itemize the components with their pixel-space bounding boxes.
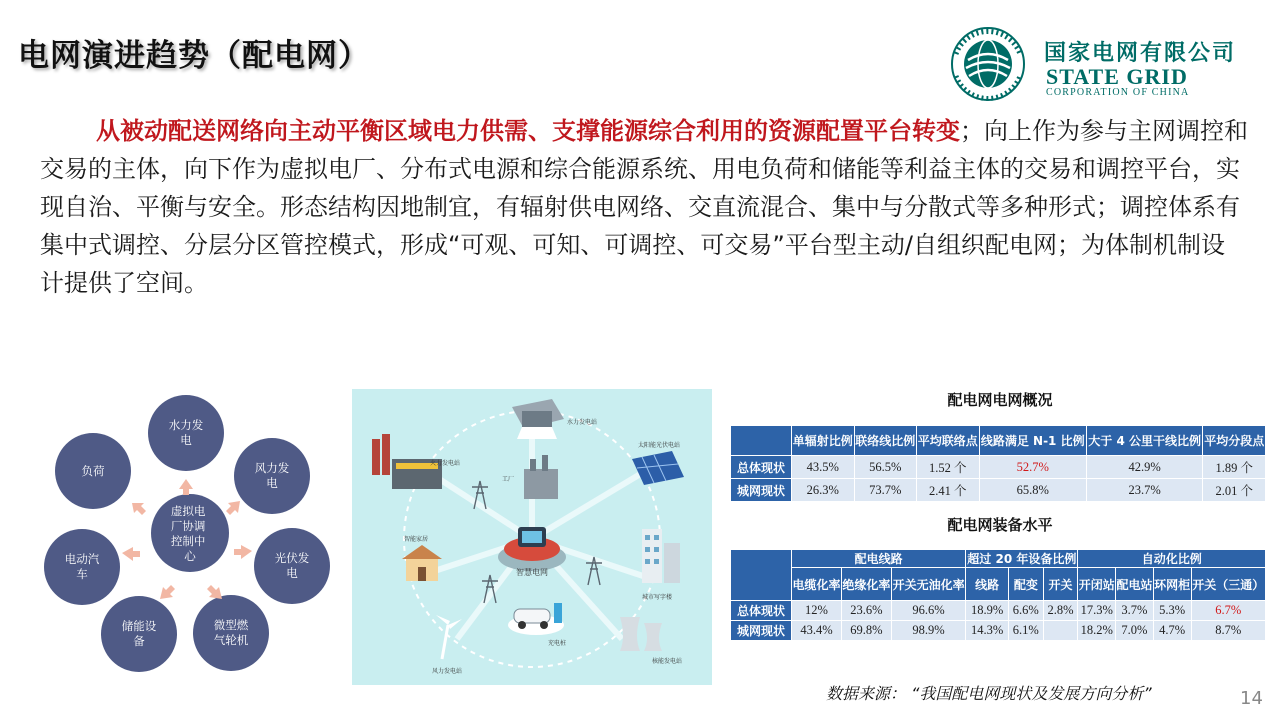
wheel-node-wind [234,438,310,514]
smart-grid-illustration [352,389,712,685]
svg-text:储能设备: 储能设备 [121,619,157,648]
table-header-cell: 大于 4 公里干线比例 [1086,426,1203,456]
body-paragraph [40,112,1248,302]
table-group-header: 超过 20 年设备比例 [966,550,1078,568]
hydro-label: 水力发电站 [567,419,598,426]
ev-label: 充电桩 [548,640,567,647]
body-highlight: 从被动配送网络向主动平衡区域电力供需、支撑能源综合利用的资源配置平台转变 [96,117,960,145]
wheel-node-storage [101,596,177,672]
wheel-node-hydro [148,395,224,471]
table-subheader-cell: 开关无油化率 [891,568,965,601]
table-header-cell: 平均联络点 [917,426,980,456]
table-subheader-cell: 配电站 [1116,568,1154,601]
table-header-cell: 线路满足 N-1 比例 [979,426,1086,456]
equipment-table [730,549,1266,641]
solar-label: 太阳能光伏电站 [638,442,681,449]
table-header-cell [731,426,792,456]
thermal-label: 火力发电站 [430,460,461,467]
wheel-node-ev [44,529,120,605]
table-subheader-cell: 开关 [1043,568,1078,601]
table-subheader-cell: 配变 [1008,568,1043,601]
factory-label: 工厂 [502,476,515,483]
table-subheader-cell: 绝缘化率 [841,568,891,601]
data-source-note: 数据来源： “我国配电网现状及发展方向分析” [826,684,1152,703]
page-number: 14 [1240,688,1263,709]
state-grid-logo [944,24,1244,104]
table-header-cell: 单辐射比例 [792,426,855,456]
overview-table [730,425,1266,502]
vpp-wheel-diagram [40,385,340,685]
svg-text:水力发电: 水力发电 [168,418,204,447]
table-subheader-cell: 开关（三通） [1191,568,1266,601]
office-label: 城市写字楼 [642,594,673,601]
svg-text:电动汽车: 电动汽车 [64,552,100,581]
table-header-cell: 平均分段点 [1203,426,1266,456]
table-subheader-cell: 环网柜 [1153,568,1191,601]
table2-caption: 配电网装备水平 [947,516,1053,534]
hub-center-label: 智慧电网 [516,568,548,577]
home-label: 智能家居 [404,536,429,543]
table1-caption: 配电网电网概况 [947,391,1053,409]
logo-en-text: STATE GRID [1046,64,1188,89]
logo-cn-text: 国家电网有限公司 [1044,41,1237,66]
wheel-node-load [55,433,131,509]
body-rest: ；向上作为参与主网调控和交易的主体，向下作为虚拟电厂、分布式电源和综合能源系统、用电负荷和储能等利益主体的交易和调控平台，实现自治、平衡与安全。形态结构因地制宜，有辐射供电网络、交直流混合、集中与分散式等多种形式；调控体系有集中式调控、分层分区管控模式，形成“可观、可知、可调控、可交易”平台型主动/自组织配电网；为体制机制设计提供了空间。 [40,117,1248,297]
svg-text:风力发电: 风力发电 [254,461,290,490]
table-group-header: 自动化比例 [1078,550,1266,568]
state-grid-emblem-icon [944,24,1040,104]
table-subheader-cell: 线路 [966,568,1009,601]
table-subheader-cell: 开闭站 [1078,568,1116,601]
nuclear-label: 核能发电站 [652,658,683,665]
logo-en2-text: CORPORATION OF CHINA [1046,87,1190,98]
svg-text:微型燃气轮机: 微型燃气轮机 [213,618,249,647]
table-header-cell: 联络线比例 [854,426,917,456]
wheel-node-pv [254,528,330,604]
svg-text:光伏发电: 光伏发电 [274,551,310,580]
table-row: 总体现状 43.5% 56.5% 1.52 个 52.7% 42.9% 1.89 个 [731,456,1266,479]
stats-tables [730,384,1270,641]
table-subheader-cell: 电缆化率 [792,568,842,601]
table-group-header: 配电线路 [792,550,966,568]
table-row: 城网现状 43.4% 69.8% 98.9% 14.3% 6.1% 18.2% 7.0% 4.7% 8.7% [731,621,1266,641]
table-row: 城网现状 26.3% 73.7% 2.41 个 65.8% 23.7% 2.01 个 [731,479,1266,502]
wheel-center-label: 虚拟电 厂协调 控制中 心 [170,504,206,563]
page-title: 电网演进趋势（配电网） [18,38,370,74]
table-row: 总体现状 12% 23.6% 96.6% 18.9% 6.6% 2.8% 17.3% 3.7% 5.3% 6.7% [731,601,1266,621]
wheel-node-gas-turbine [193,595,269,671]
svg-text:负荷: 负荷 [81,464,105,478]
wind-label: 风力发电站 [432,668,463,675]
